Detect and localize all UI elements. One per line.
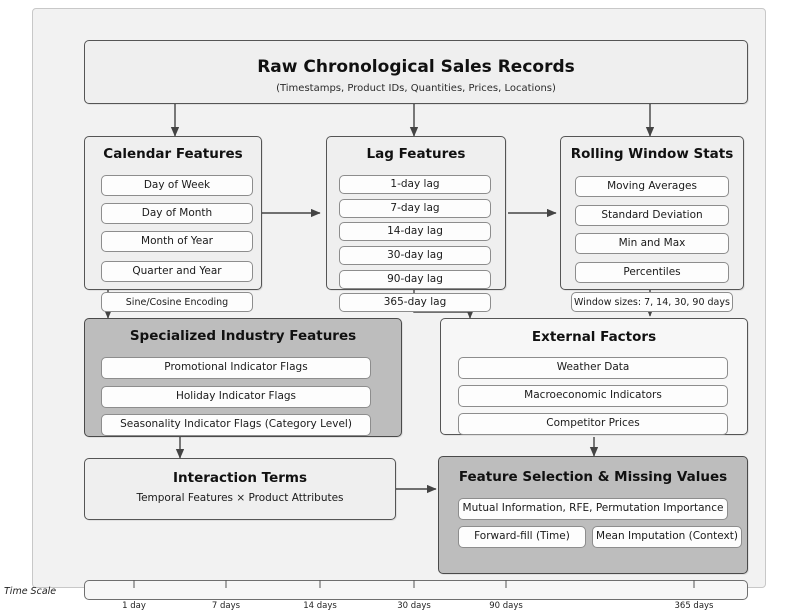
calendar-item: Day of Month [101,203,253,224]
external-item: Macroeconomic Indicators [458,385,728,407]
specialized-item: Promotional Indicator Flags [101,357,371,379]
rolling-window-note: Window sizes: 7, 14, 30, 90 days [571,292,733,312]
raw-records-title: Raw Chronological Sales Records [257,57,575,77]
time-tick-label: 14 days [303,601,337,611]
feature-selection-item: Forward-fill (Time) [458,526,586,548]
time-tick-label: 30 days [397,601,431,611]
rolling-item: Percentiles [575,262,729,283]
feature-selection-title: Feature Selection & Missing Values [458,469,728,485]
time-scale-label: Time Scale [4,586,57,597]
time-tick-label: 1 day [122,601,146,611]
time-scale-bar [84,580,748,600]
time-tick-label: 7 days [211,601,241,611]
rolling-item: Min and Max [575,233,729,254]
group-external-title: External Factors [531,329,657,345]
group-specialized-title: Specialized Industry Features [129,328,357,344]
group-lag-title: Lag Features [366,146,466,162]
time-tick-label: 365 days [674,601,714,611]
lag-item: 90-day lag [339,270,491,289]
interaction-subtitle: Temporal Features × Product Attributes [136,492,344,504]
calendar-encoding-note: Sine/Cosine Encoding [101,292,253,312]
calendar-item: Quarter and Year [101,261,253,282]
lag-item: 1-day lag [339,175,491,194]
rolling-item: Moving Averages [575,176,729,197]
group-interaction-terms [84,458,396,520]
lag-item: 30-day lag [339,246,491,265]
lag-item: 7-day lag [339,199,491,218]
lag-item: 14-day lag [339,222,491,241]
specialized-item: Seasonality Indicator Flags (Category Level) [101,414,371,436]
group-calendar-title: Calendar Features [103,146,243,162]
calendar-item: Month of Year [101,231,253,252]
external-item: Weather Data [458,357,728,379]
raw-records-box [84,40,748,104]
feature-selection-item: Mutual Information, RFE, Permutation Importance [458,498,728,520]
specialized-item: Holiday Indicator Flags [101,386,371,408]
group-rolling-title: Rolling Window Stats [570,146,734,162]
external-item: Competitor Prices [458,413,728,435]
rolling-item: Standard Deviation [575,205,729,226]
interaction-title: Interaction Terms [172,470,307,486]
lag-item: 365-day lag [339,293,491,312]
calendar-item: Day of Week [101,175,253,196]
raw-records-subtitle: (Timestamps, Product IDs, Quantities, Prices, Locations) [276,83,556,94]
feature-selection-item: Mean Imputation (Context) [592,526,742,548]
time-tick-label: 90 days [489,601,523,611]
